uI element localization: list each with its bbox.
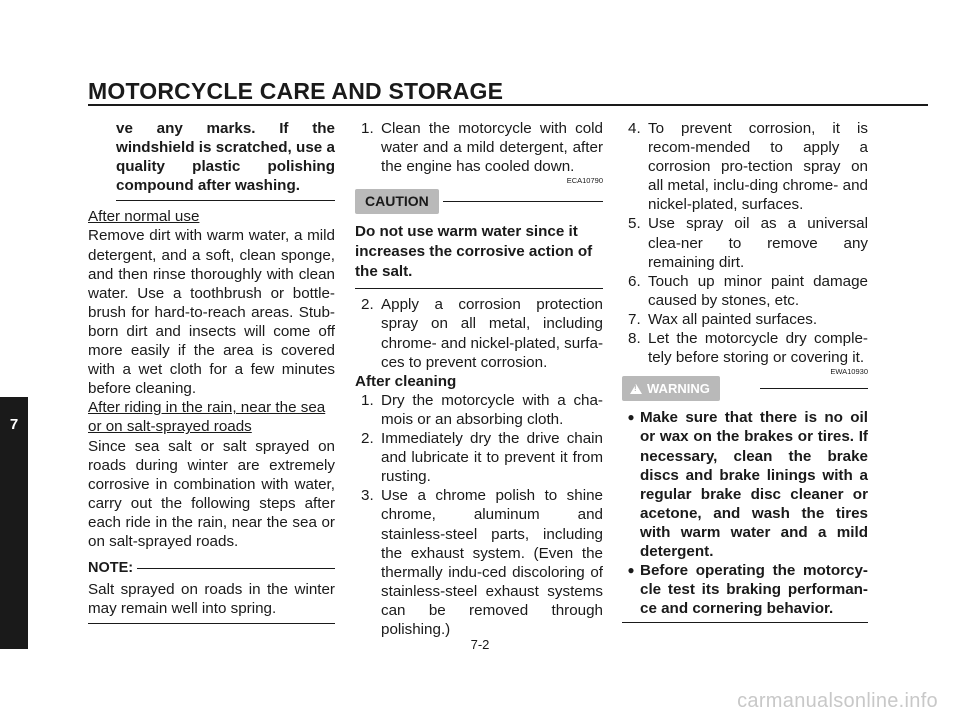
- storage-step-item: [622, 272, 868, 310]
- column-1: [88, 119, 335, 624]
- note-label: NOTE:: [88, 560, 134, 577]
- watermark: carmanualsonline.info: [737, 690, 938, 712]
- chapter-number: 7: [9, 416, 19, 433]
- storage-step-item-text: Touch up minor paint damage caused by stones, etc.: [648, 272, 868, 309]
- warning-item-text: Before operating the motorcy-cle test its braking performan-ce and cornering behavior.: [640, 562, 868, 618]
- step-2: [355, 295, 603, 371]
- warning-header: [622, 376, 868, 401]
- cleaning-step-item: [355, 486, 603, 639]
- step-1: [355, 119, 603, 176]
- bullet-icon: ●: [627, 410, 635, 425]
- step-2-text: Apply a corrosion protection spray on all metal, including chrome- and nickel-plated, surfa-ces to prevent corrosion.: [381, 296, 604, 371]
- cleaning-step-item-text: Use a chrome polish to shine chrome, aluminum and stainless-steel parts, including the exhaust system. (Even the thermally indu-ced discoloring of stainless-steel exhaust systems can be removed through polishing.): [381, 487, 603, 638]
- step-2-number: 2.: [361, 296, 374, 314]
- after-cleaning-list: [355, 391, 603, 639]
- caution-text: Do not use warm water since it increases the corrosive action of the salt.: [355, 223, 593, 281]
- section-heading-salt: After riding in the rain, near the sea or on salt-sprayed roads: [88, 399, 326, 436]
- storage-step-item: [622, 119, 868, 214]
- after-cleaning-heading: After cleaning: [355, 372, 457, 390]
- cleaning-step-item-text: Dry the motorcycle with a cha-mois or an absorbing cloth.: [381, 391, 603, 428]
- storage-step-item-number: 8.: [628, 330, 641, 348]
- storage-step-item-number: 4.: [628, 120, 641, 137]
- cleaning-step-item-number: 1.: [361, 391, 374, 409]
- cleaning-step-item-text: Immediately dry the drive chain and lubricate it to prevent it from rusting.: [381, 430, 603, 486]
- cleaning-step-item-number: 3.: [361, 487, 374, 505]
- step-1-number: 1.: [361, 120, 374, 137]
- step-1-text: Clean the motorcycle with cold water and a mild detergent, after the engine has cooled down.: [381, 120, 603, 176]
- note-rule: [137, 568, 335, 569]
- chapter-tab: [0, 397, 28, 649]
- note-header: [88, 559, 335, 578]
- storage-step-item-text: Wax all painted surfaces.: [648, 310, 818, 328]
- storage-step-item-number: 6.: [628, 272, 641, 290]
- caution-badge: CAUTION: [355, 189, 439, 214]
- storage-step-item-text: To prevent corrosion, it is recom-mended to apply a corrosion pro-tection spray on all metal, inclu-ding chrome- and nickel-plated, surfaces.: [648, 120, 868, 214]
- storage-step-item-text: Let the motorcycle dry comple-tely before storing or covering it.: [648, 330, 868, 367]
- title-rule: [88, 104, 928, 106]
- caution-code: ECA10790: [566, 176, 603, 186]
- intro-rule: [116, 200, 335, 201]
- section-heading-normal-use: After normal use: [88, 208, 200, 226]
- page-number: 7-2: [470, 637, 490, 652]
- warning-triangle-icon: [630, 384, 642, 394]
- warning-end-rule: [622, 622, 868, 623]
- storage-step-item-number: 7.: [628, 310, 641, 328]
- warning-label: WARNING: [647, 381, 710, 397]
- cleaning-step-item-number: 2.: [361, 430, 374, 448]
- warning-badge: [622, 376, 720, 401]
- section-body-salt: Since sea salt or salt sprayed on roads during winter are extremely corrosive in combination with water, carry out the following steps after each ride in the rain, near the sea or on salt-sprayed roads.: [88, 437, 335, 550]
- storage-step-item: [622, 214, 868, 271]
- storage-step-item-number: 5.: [628, 215, 641, 233]
- note-end-rule: [88, 623, 335, 624]
- bullet-icon: ●: [627, 563, 635, 578]
- column-3: [622, 119, 868, 623]
- note-text: Salt sprayed on roads in the winter may remain well into spring.: [88, 581, 335, 618]
- warning-list: [622, 408, 868, 618]
- caution-header: [355, 189, 603, 214]
- warning-code: EWA10930: [830, 367, 868, 377]
- intro-block: [88, 119, 335, 195]
- storage-steps-list: [622, 119, 868, 367]
- warning-item: [622, 561, 868, 618]
- warning-item-text: Make sure that there is no oil or wax on the brakes or tires. If necessary, clean the brake discs and brake linings with a regular brake disc cleaner or acetone, and wash the tires with warm water and a mild detergent.: [640, 409, 868, 560]
- column-2: [355, 119, 603, 639]
- warning-item: [622, 408, 868, 561]
- cleaning-step-item: [355, 391, 603, 429]
- intro-text: ve any marks. If the windshield is scratched, use a quality plastic polishing compound after washing.: [116, 120, 335, 195]
- section-body-normal-use: Remove dirt with warm water, a mild detergent, and a soft, clean sponge, and then rinse thoroughly with clean water. Use a toothbrush or bottle-brush for hard-to-reach areas. Stub-born dirt and insects will come off more easily if the area is covered with a wet cloth for a few minutes before cleaning.: [88, 227, 335, 398]
- warning-rule: [760, 388, 868, 389]
- caution-rule: [443, 201, 603, 202]
- page-title: MOTORCYCLE CARE AND STORAGE: [88, 78, 504, 104]
- cleaning-step-item: [355, 429, 603, 486]
- storage-step-item-text: Use spray oil as a universal clea-ner to remove any remaining dirt.: [648, 215, 868, 271]
- storage-step-item: [622, 329, 868, 367]
- caution-end-rule: [355, 288, 603, 289]
- storage-step-item: [622, 310, 868, 329]
